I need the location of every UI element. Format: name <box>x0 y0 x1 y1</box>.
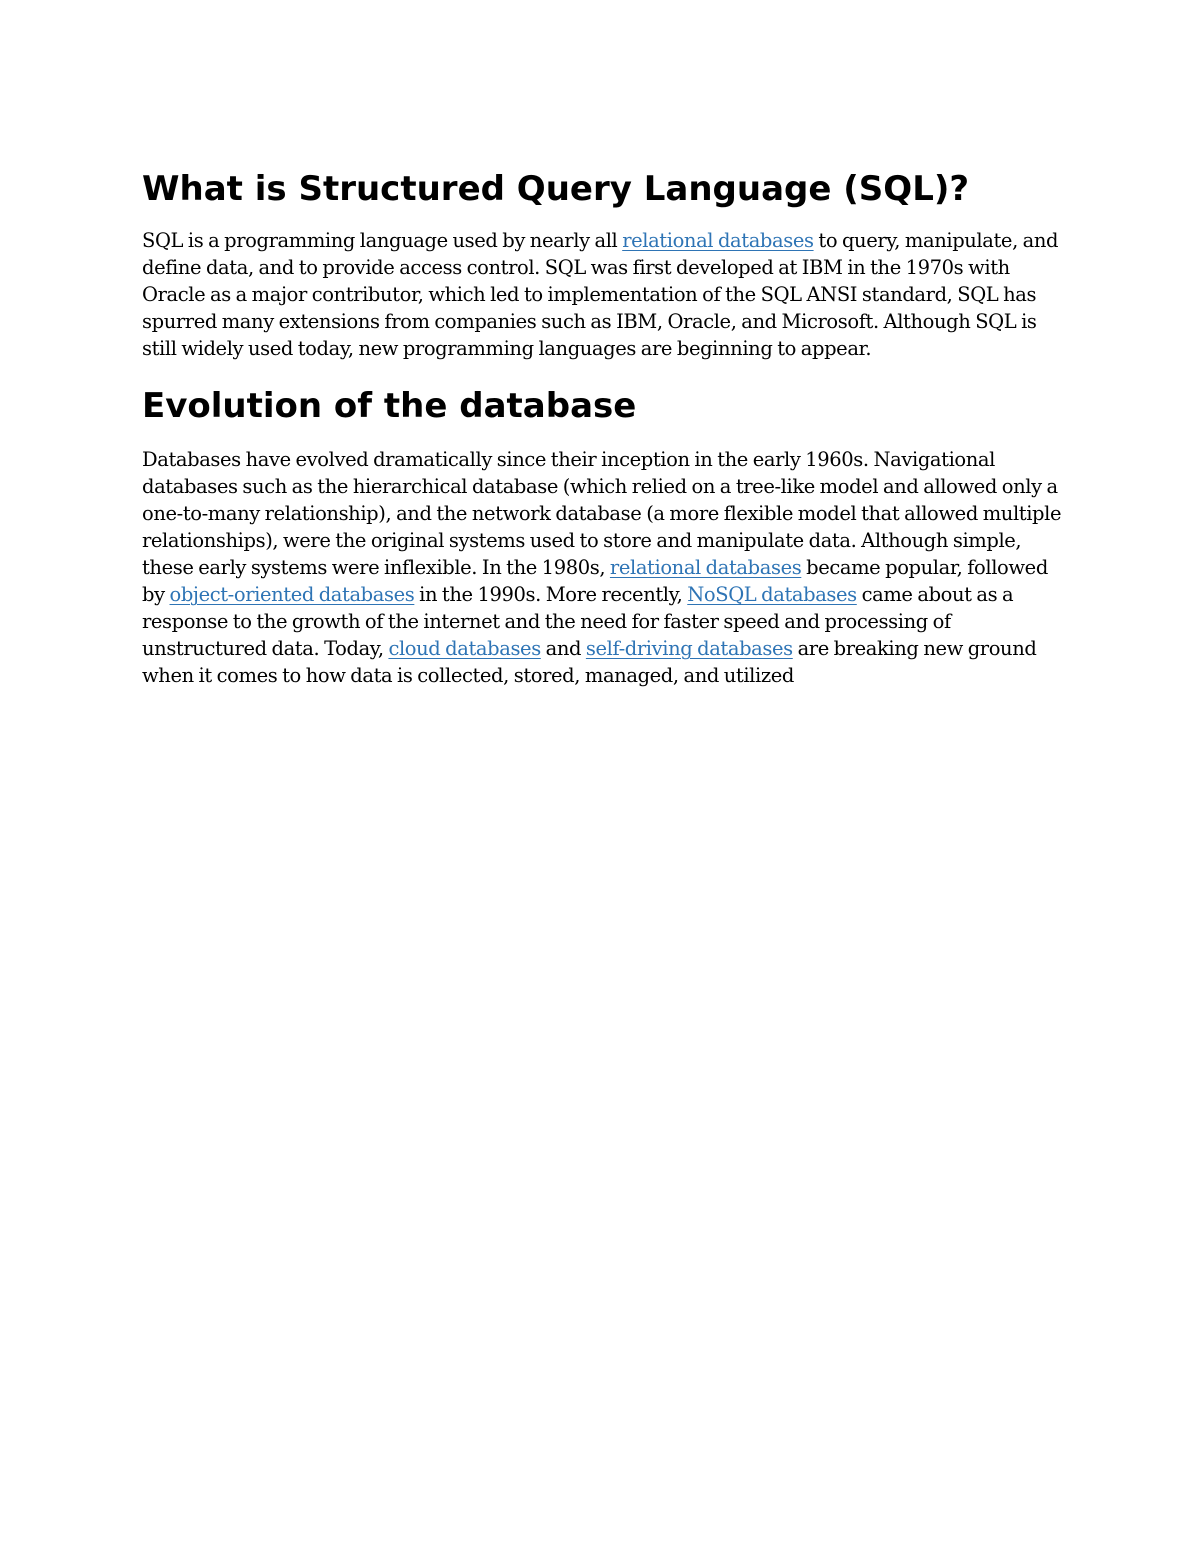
paragraph-text: came about as a response to the growth of the internet and the need for faster speed and processing of unstructured data. Today, <box>142 583 1014 660</box>
sql-definition-paragraph <box>142 227 1067 362</box>
paragraph-text: SQL is a programming language used by nearly all <box>142 229 623 252</box>
relational-databases-link[interactable]: relational databases <box>622 229 814 252</box>
nosql-databases-link[interactable]: NoSQL databases <box>687 583 857 606</box>
self-driving-databases-link[interactable]: self-driving databases <box>585 637 793 660</box>
database-evolution-heading: Evolution of the database <box>142 386 637 426</box>
relational-databases-link[interactable]: relational databases <box>609 556 802 579</box>
paragraph-text: and <box>540 637 586 660</box>
paragraph-text: in the 1990s. More recently, <box>414 583 688 606</box>
sql-definition-heading: What is Structured Query Language (SQL)? <box>142 169 970 209</box>
paragraph-text: are breaking new ground when it comes to how data is collected, stored, managed, and utilized <box>142 637 1037 687</box>
cloud-databases-link[interactable]: cloud databases <box>388 637 541 660</box>
paragraph-text: to query, manipulate, and define data, and to provide access control. SQL was first developed at IBM in the 1970s with Oracle as a major contributor, which led to implementation of the SQL ANSI standard, SQL has spurred many extensions from companies such as IBM, Oracle, and Microsoft. Although SQL is still widely used today, new programming languages are beginning to appear. <box>142 229 1059 360</box>
paragraph-text: Databases have evolved dramatically since their inception in the early 1960s. Navigational databases such as the hierarchical database (which relied on a tree-like model and allowed only a one-to-many relationship), and the network database (a more flexible model that allowed multiple relationships), were the original systems used to store and manipulate data. Although simple, these early systems were inflexible. In the 1980s, <box>142 448 1062 579</box>
object-oriented-databases-link[interactable]: object-oriented databases <box>169 583 415 606</box>
document-content <box>142 165 1067 689</box>
paragraph-text: became popular, followed by <box>142 556 1048 606</box>
database-evolution-paragraph <box>142 446 1067 689</box>
